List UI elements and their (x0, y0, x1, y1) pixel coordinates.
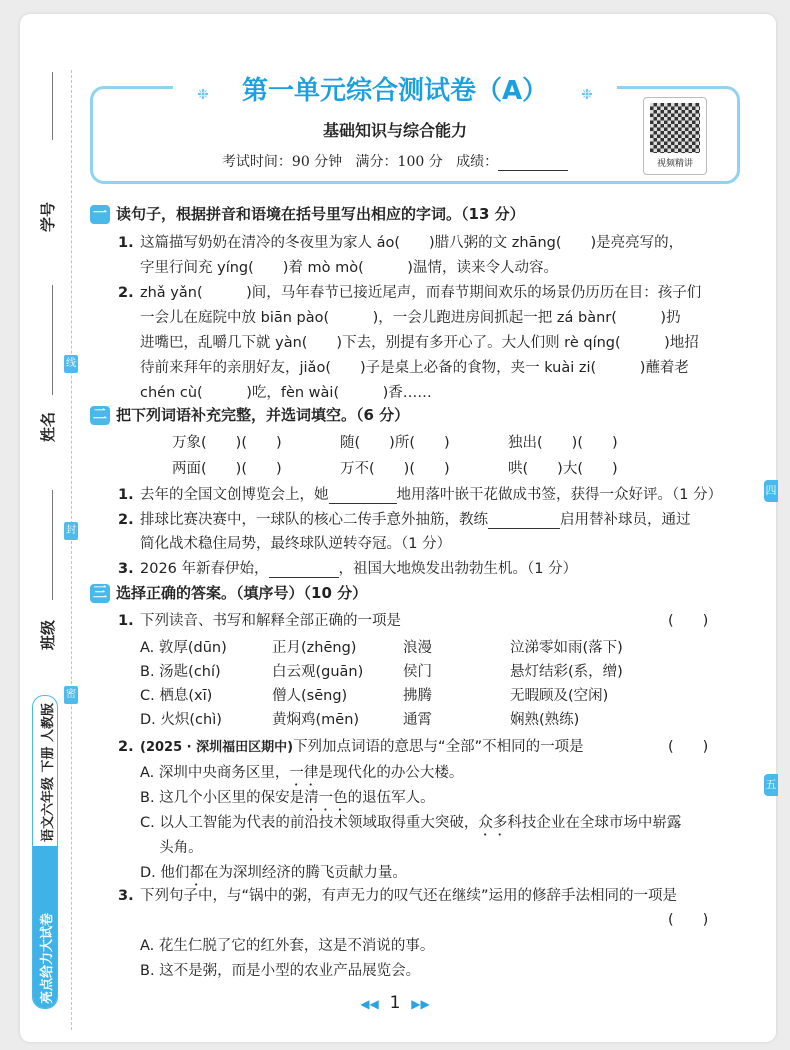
text: A. 深圳中央商务区里， (140, 765, 290, 781)
book-info: 语文六年级 下册 人教版 (41, 702, 56, 842)
text: 都 (189, 865, 204, 881)
choice-option (403, 636, 432, 657)
fill-question (118, 557, 577, 578)
choice-option (272, 708, 359, 729)
text: A. 敦厚(dūn) (140, 640, 227, 656)
fill-question (118, 532, 451, 553)
choice-option (140, 684, 212, 705)
choice-option (140, 836, 203, 864)
answer-slot (668, 908, 708, 929)
section-2-heading (90, 404, 409, 425)
text: 3. (118, 561, 134, 577)
choice-option (510, 684, 608, 705)
answer-slot (668, 735, 708, 756)
choice-option (403, 660, 432, 681)
subtitle: 基础知识与综合能力 (322, 121, 467, 140)
text: 随( )所( ) (340, 435, 450, 451)
answer-paren[interactable]: ( ) (668, 739, 709, 755)
name-line (52, 285, 53, 395)
text: 第一单元综合测试卷（A） (230, 76, 560, 106)
name-label: 姓名 (39, 411, 57, 442)
idiom-blank (340, 431, 450, 452)
text: 地用落叶嵌干花做成书签，获得一众好评。（1 分） (396, 487, 723, 503)
text: 选择正确的答案。（填序号）（10 分） (116, 584, 368, 602)
choice-option (140, 761, 463, 789)
text: 一律 (289, 765, 319, 781)
text: 侯门 (403, 664, 432, 680)
qr-code[interactable] (643, 97, 707, 175)
text: 去年的全国文创博览会上，她 (140, 487, 329, 503)
choice-option (403, 684, 432, 705)
text: 的退伍军人。 (347, 790, 435, 806)
answer-slot (668, 609, 708, 630)
text: 正月(zhēng) (272, 640, 357, 656)
idiom-blank (340, 457, 450, 478)
idiom-blank (172, 431, 282, 452)
idiom-blank (172, 457, 282, 478)
student-no-label: 学号 (39, 201, 57, 232)
question-line (118, 306, 681, 327)
question-line (118, 331, 699, 352)
choice-question (118, 735, 584, 756)
text: 成绩： (456, 154, 499, 170)
text: 进嘴巴，乱嚼几下就 yàn( )下去，别提有多开心了。大人们则 rè qíng( )地招 (140, 335, 699, 351)
text: 无暇顾及(空闲) (510, 688, 609, 704)
section-3-heading (90, 582, 367, 603)
text: 二 (90, 406, 110, 425)
fill-blank[interactable] (269, 561, 339, 578)
text: 科技企业在全球市场中崭露 (507, 815, 682, 831)
choice-question (118, 609, 401, 630)
choice-option (140, 660, 221, 681)
choice-option (140, 708, 222, 729)
seal-xian: 线 (64, 355, 78, 373)
answer-paren[interactable]: ( ) (668, 912, 709, 928)
question-line (118, 231, 683, 252)
text: B. 这几个小区里的保安是 (140, 790, 305, 806)
text: 字里行间充 yíng( )着 mò mò( )温情，读来令人动容。 (140, 260, 558, 276)
page-number (0, 993, 790, 1013)
text: 僧人(sēng) (272, 688, 348, 704)
text: C. 以人工智能为代表的前沿技术领域取得重大突破， (140, 815, 479, 831)
qr-label: 视频精讲 (656, 159, 693, 169)
text: 众多 (478, 815, 508, 831)
text: 1. (118, 487, 134, 503)
question-line (118, 256, 558, 277)
text: 娴熟(熟练) (510, 712, 580, 728)
text: 满分：100 分 (355, 154, 443, 170)
brand-name: 亮点给力大试卷 (40, 912, 55, 1004)
text: 1. (118, 235, 134, 251)
score-field[interactable] (498, 170, 568, 171)
text: 1. (118, 613, 134, 629)
choice-option (510, 708, 579, 729)
fill-question (118, 508, 691, 529)
text: 通霄 (403, 712, 432, 728)
choice-option (140, 636, 227, 657)
text: D. 他们 (140, 865, 190, 881)
ornament-icon: ❉ (185, 87, 221, 103)
text: D. 火炽(chì) (140, 712, 222, 728)
text: 哄( )大( ) (508, 461, 618, 477)
fill-blank[interactable] (488, 512, 560, 529)
choice-question (118, 884, 677, 905)
binding-line (71, 70, 72, 1030)
text: 浪漫 (403, 640, 432, 656)
text: 清一色 (304, 790, 348, 806)
choice-option (140, 959, 420, 980)
section-1-heading (90, 203, 525, 224)
text: 白云观(guān) (272, 664, 364, 680)
choice-option (510, 660, 623, 681)
text: chén cù( )吃，fèn wài( )香…… (140, 385, 432, 401)
choice-option (403, 708, 432, 729)
choice-option (272, 684, 347, 705)
seal-feng: 封 (64, 522, 78, 540)
fill-blank[interactable] (329, 487, 397, 504)
text: B. 这不是粥，而是小型的农业产品展览会。 (140, 963, 421, 979)
text: 2. (118, 739, 134, 755)
text: 3. (118, 888, 134, 904)
text: 三 (90, 584, 110, 603)
text: 把下列词语补充完整，并选词填空。（6 分） (116, 406, 410, 424)
text: 悬灯结彩(系，缯) (510, 664, 623, 680)
text: 在为深圳经济的腾飞贡献力量。 (203, 865, 407, 881)
choice-option (510, 636, 623, 657)
fill-question (118, 483, 722, 504)
class-line (52, 490, 53, 600)
next-arrow-icon: ▶▶ (411, 997, 430, 1011)
text: 独出( )( ) (508, 435, 618, 451)
text: 考试时间：90 分钟 (221, 154, 343, 170)
text: 1 (389, 993, 401, 1013)
text: zhǎ yǎn( )间，马年春节已接近尾声，而春节期间欢乐的场景仍历历在目：孩子们 (140, 285, 702, 301)
text: 排球比赛决赛中，一球队的核心二传手意外抽筋，教练 (140, 512, 488, 528)
question-line (118, 381, 432, 402)
text: 2. (118, 285, 134, 301)
choice-option (272, 660, 363, 681)
text: B. 汤匙(chí) (140, 664, 221, 680)
choice-option (140, 934, 434, 955)
seal-mi: 密 (64, 686, 78, 704)
tab-unit-4[interactable]: 四 (764, 480, 778, 502)
text: 这篇描写奶奶在清冷的冬夜里为家人 áo( )腊八粥的文 zhāng( )是亮亮写的， (140, 235, 684, 251)
text: 读句子，根据拼音和语境在括号里写出相应的字词。（13 分） (116, 205, 525, 223)
text: 一会儿在庭院中放 biān pào( )，一会儿跑进房间抓起一把 zá bànr( )扔 (140, 310, 681, 326)
answer-paren[interactable]: ( ) (668, 613, 709, 629)
text: 简化战术稳住局势，最终球队逆转夺冠。（1 分） (140, 536, 452, 552)
text: 头角。 (140, 840, 203, 856)
text: 下列加点词语的意思与“全部”不相同的一项是 (293, 739, 584, 755)
text: 黄焖鸡(mēn) (272, 712, 360, 728)
text: 一 (90, 205, 110, 224)
brand-strip (32, 695, 58, 1009)
text: 两面( )( ) (172, 461, 282, 477)
idiom-blank (508, 431, 618, 452)
text: 万象( )( ) (172, 435, 282, 451)
qr-code-icon (650, 103, 700, 153)
question-line (118, 281, 701, 302)
choice-option (140, 786, 435, 814)
text: (2025 · 深圳福田区期中) (140, 740, 294, 755)
question-line (118, 356, 689, 377)
text: 启用替补球员，通过 (560, 512, 691, 528)
text: 待前来拜年的亲朋好友，jiǎo( )子是桌上必备的食物，夹一 kuài zi( )蘸着老 (140, 360, 689, 376)
text: 是现代化的办公大楼。 (318, 765, 464, 781)
text: C. 栖息(xī) (140, 688, 213, 704)
text: 万不( )( ) (340, 461, 450, 477)
text: 下列读音、书写和解释全部正确的一项是 (140, 613, 401, 629)
text: ，祖国大地焕发出勃勃生机。（1 分） (338, 561, 578, 577)
text: 2026 年新春伊始， (140, 561, 269, 577)
text: 2. (118, 512, 134, 528)
text: 泣涕零如雨(落下) (510, 640, 623, 656)
choice-option (272, 636, 356, 657)
class-label: 班级 (39, 619, 57, 650)
prev-arrow-icon: ◀◀ (360, 997, 379, 1011)
ornament-icon: ❉ (569, 87, 605, 103)
idiom-blank (508, 457, 618, 478)
text: 拂腾 (403, 688, 432, 704)
tab-unit-5[interactable]: 五 (764, 774, 778, 796)
text: A. 花生仁脱了它的红外套，这是不消说的事。 (140, 938, 435, 954)
choice-option (140, 811, 681, 839)
text: 下列句子中，与“锅中的粥，有声无力的叹气还在继续”运用的修辞手法相同的一项是 (140, 888, 678, 904)
